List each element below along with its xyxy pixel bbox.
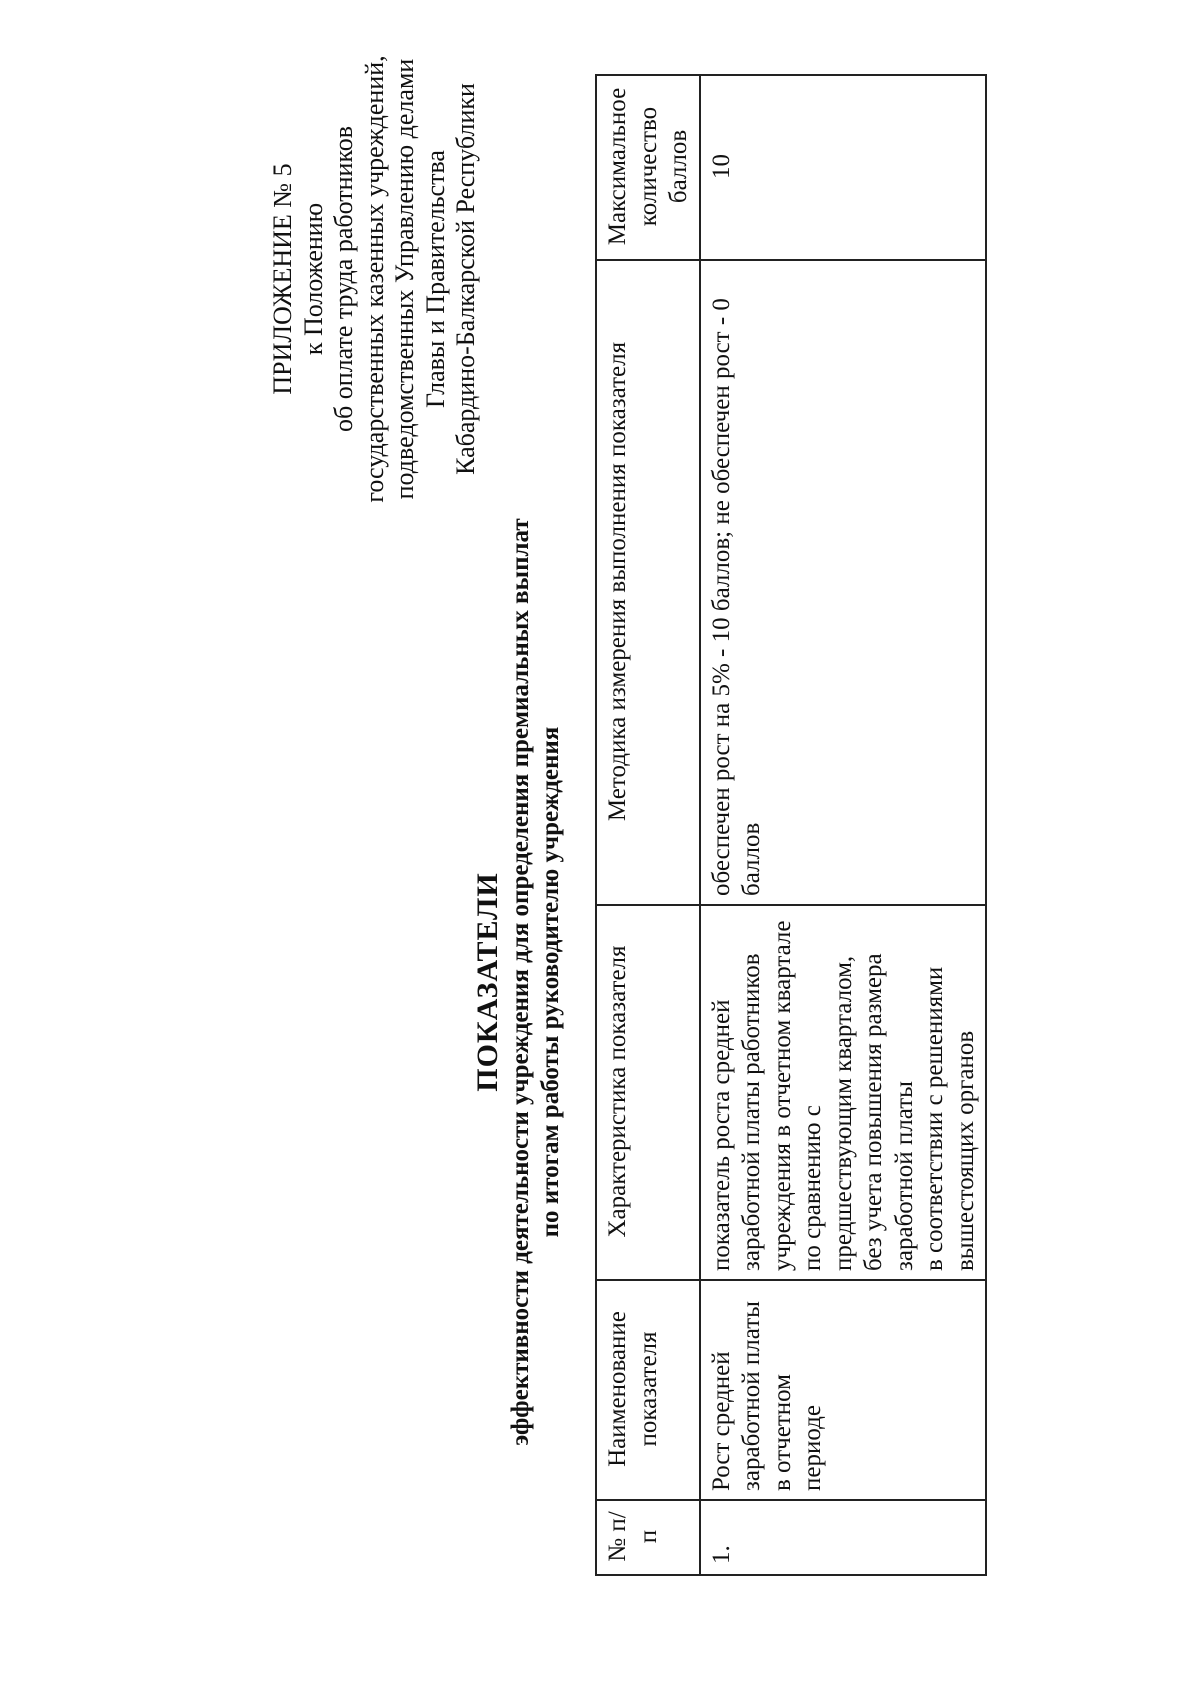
- table-header-row: [596, 75, 700, 1575]
- appendix-line: об оплате труда работников: [329, 125, 358, 433]
- header-method: Методика измерения выполнения показателя: [596, 260, 700, 905]
- cell-max: 10: [700, 75, 987, 260]
- header-max: Максимальное количество баллов: [596, 75, 700, 260]
- characteristic-line: предшествующим кварталом,: [829, 955, 857, 1271]
- characteristic-line: без учета повышения размера: [860, 953, 887, 1271]
- document-heading: [470, 367, 566, 1597]
- header-characteristic: Характеристика показателя: [596, 905, 700, 1280]
- appendix-line: к Положению: [298, 202, 328, 356]
- appendix-line: ПРИЛОЖЕНИЕ № 5: [268, 163, 297, 395]
- appendix-line: подведомственных Управлению делами: [390, 58, 419, 500]
- header-name: Наименование показателя: [596, 1280, 700, 1500]
- header-num: № п/п: [596, 1500, 700, 1575]
- cell-characteristic: [700, 905, 987, 1280]
- characteristic-line: учреждения в отчетном квартале: [768, 920, 796, 1271]
- appendix-line: государственных казенных учреждений,: [359, 55, 389, 503]
- cell-method: обеспечен рост на 5% - 10 баллов; не обеспечен рост - 0 баллов: [700, 260, 987, 905]
- heading-subtitle-line: эффективности деятельности учреждения для определения премиальных выплат: [507, 518, 534, 1446]
- appendix-header: [268, 9, 482, 549]
- indicators-table: [595, 74, 987, 1576]
- appendix-line: Главы и Правительства: [420, 150, 450, 408]
- characteristic-line: в соответствии с решениями: [921, 966, 948, 1271]
- characteristic-line: заработной платы: [890, 1081, 918, 1271]
- characteristic-line: показатель роста средней: [707, 999, 735, 1271]
- table-row: [700, 75, 987, 1575]
- heading-subtitle-line: по итогам работы руководителю учреждения: [537, 726, 564, 1238]
- characteristic-line: заработной платы работников: [738, 953, 765, 1271]
- characteristic-line: вышестоящих органов: [951, 1030, 979, 1271]
- characteristic-line: по сравнению с: [799, 1105, 826, 1271]
- cell-num: 1.: [700, 1500, 987, 1575]
- cell-name: Рост средней заработной платы в отчетном периоде: [700, 1280, 987, 1500]
- heading-title: ПОКАЗАТЕЛИ: [471, 872, 504, 1092]
- appendix-line: Кабардино-Балкарской Республики: [451, 83, 480, 475]
